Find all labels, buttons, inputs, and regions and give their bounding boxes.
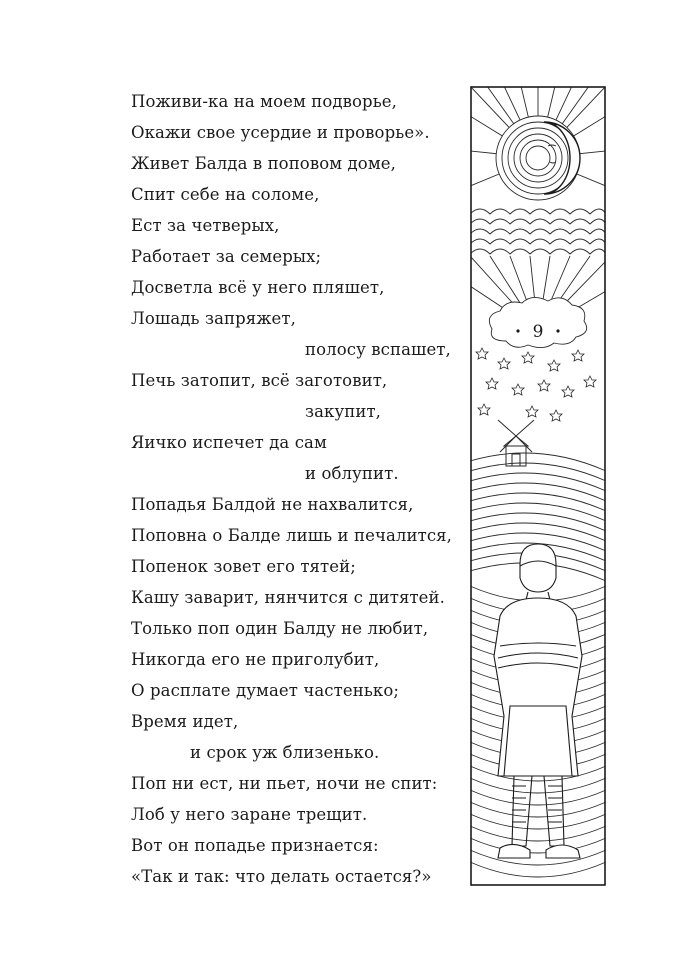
- poem-line-14: Попадья Балдой не нахвалится,: [131, 495, 414, 514]
- balda-figure: [494, 544, 582, 858]
- poem-line-7: Досветла всё у него пляшет,: [131, 278, 385, 297]
- poem-line-3: Живет Балда в поповом доме,: [131, 154, 396, 173]
- poem-line-18: Только поп один Балду не любит,: [131, 619, 429, 638]
- poem-line-6: Работает за семерых;: [131, 247, 322, 266]
- poem-line-5: Ест за четверых,: [131, 216, 280, 235]
- poem-line-12: Яичко испечет да сам: [131, 433, 327, 452]
- poem-line-26: «Так и так: что делать остается?»: [131, 867, 432, 886]
- poem-line-23: Поп ни ест, ни пьет, ночи не спит:: [131, 774, 438, 793]
- page-number-dot-left: [516, 329, 519, 332]
- poem-line-13: и облупит.: [305, 464, 399, 483]
- poem-line-25: Вот он попадье признается:: [131, 836, 379, 855]
- decorative-illustration-panel: [470, 86, 606, 886]
- poem-line-9: полосу вспашет,: [305, 340, 451, 359]
- page-number: 9: [532, 322, 544, 342]
- poem-line-4: Спит себе на соломе,: [131, 185, 320, 204]
- poem-line-8: Лошадь запряжет,: [131, 309, 296, 328]
- poem-line-15: Поповна о Балде лишь и печалится,: [131, 526, 453, 545]
- poem-line-22: и срок уж близенько.: [190, 743, 380, 762]
- stars: [476, 348, 596, 421]
- poem-line-17: Кашу заварит, нянчится с дитятей.: [131, 588, 445, 607]
- poem-line-2: Окажи свое усердие и проворье».: [131, 123, 430, 142]
- poem-line-16: Попенок зовет его тятей;: [131, 557, 356, 576]
- poem-line-1: Поживи-ка на моем подворье,: [131, 92, 398, 111]
- poem-line-19: Никогда его не приголубит,: [131, 650, 380, 669]
- poem-line-11: закупит,: [305, 402, 382, 421]
- poem-line-10: Печь затопит, всё заготовит,: [131, 371, 388, 390]
- illustration-svg: [470, 86, 606, 886]
- poem-line-20: О расплате думает частенько;: [131, 681, 400, 700]
- clouds: [470, 209, 606, 254]
- sun-icon: [496, 116, 580, 200]
- poem-line-21: Время идет,: [131, 712, 239, 731]
- page-number-dot-right: [556, 329, 559, 332]
- windmill-icon: [498, 420, 534, 466]
- poem-line-24: Лоб у него заране трещит.: [131, 805, 368, 824]
